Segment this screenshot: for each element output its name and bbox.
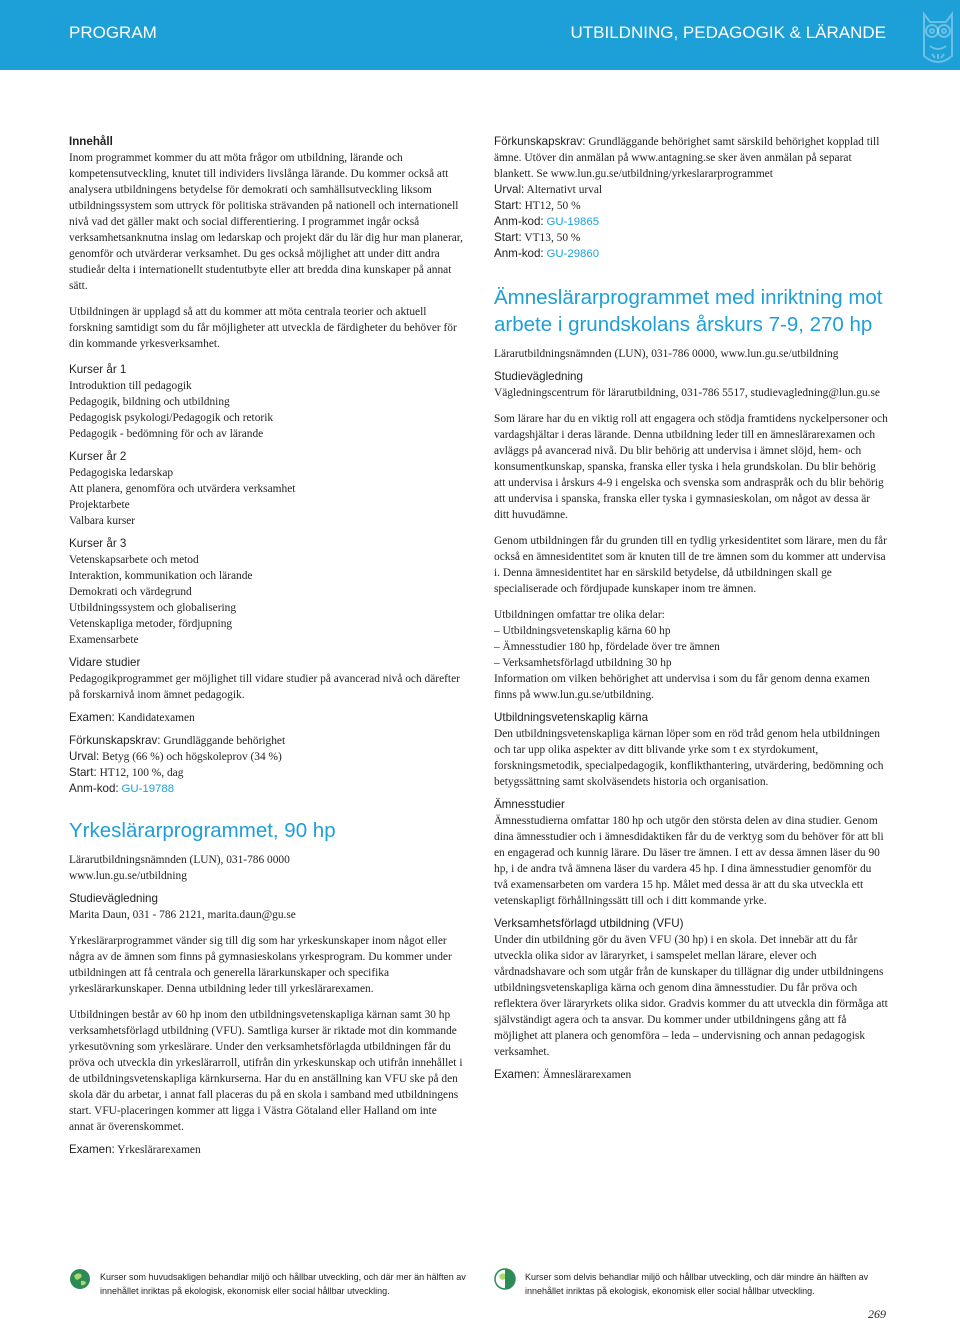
amnesstudier-heading: Ämnesstudier bbox=[494, 798, 565, 811]
anm-kod-value: GU-29860 bbox=[546, 248, 600, 260]
amneslarar-text-2: Genom utbildningen får du grunden till en tydlig yrkesidentitet som lärare, men du får också en ämnesidentitet som är knuten till de tre ämnen som du kommer att undervisa i. Denna ämnesidentitet har en särskild betydelse, då utbildningen skall ge specialiserade och fördjupade kunskaper inom tre ämnen. bbox=[494, 535, 887, 595]
urval-label: Urval: bbox=[69, 750, 100, 763]
list-item: – Utbildningsvetenskaplig kärna 60 hp bbox=[494, 625, 671, 637]
studievagledning-contact: Marita Daun, 031 - 786 2121, marita.daun@gu.se bbox=[69, 909, 296, 921]
left-column bbox=[69, 134, 463, 1158]
footer-legend-partial-text: Kurser som delvis behandlar miljö och hållbar utveckling, och där mindre än hälften av innehållet inriktas på ekologisk, ekonomisk eller social hållbar utveckling. bbox=[525, 1272, 869, 1296]
full-sustainability-globe-icon bbox=[69, 1268, 91, 1290]
partial-sustainability-globe-icon bbox=[494, 1268, 516, 1290]
delar-list bbox=[494, 623, 888, 671]
vfu-heading: Verksamhetsförlagd utbildning (VFU) bbox=[494, 917, 684, 930]
karna-text: Den utbildningsvetenskapliga kärnan löper som en röd tråd genom hela utbildningen och tar upp olika aspekter av ditt blivande yrke som t ex styrdokument, forskningsmetodik, specialpedagogik, konflikthantering, utvärdering, bedömning och betygssättning samt skolväsendets historia och organisation. bbox=[494, 728, 884, 788]
start-label: Start: bbox=[494, 231, 522, 244]
urval-value: Betyg (66 %) och högskoleprov (34 %) bbox=[102, 751, 282, 763]
list-item: – Ämnesstudier 180 hp, fördelade över tre ämnen bbox=[494, 641, 720, 653]
anm-kod-label: Anm-kod: bbox=[69, 782, 119, 795]
start-label: Start: bbox=[494, 199, 522, 212]
page-number: 269 bbox=[868, 1307, 886, 1321]
studievagledning-heading: Studievägledning bbox=[494, 370, 583, 383]
owl-icon bbox=[918, 4, 958, 70]
kurser-ar1-list bbox=[69, 378, 463, 442]
start-value: HT12, 100 %, dag bbox=[99, 767, 184, 779]
kurser-ar2-heading: Kurser år 2 bbox=[69, 450, 127, 463]
kurser-ar3-list bbox=[69, 552, 463, 648]
list-item: Projektarbete bbox=[69, 499, 130, 511]
list-item: Examensarbete bbox=[69, 634, 139, 646]
yrkeslarar-org: Lärarutbildningsnämnden (LUN), 031-786 0000 bbox=[69, 854, 290, 866]
start-value: HT12, 50 % bbox=[524, 200, 581, 212]
forkunskapskrav-label: Förkunskapskrav: bbox=[69, 734, 161, 747]
forkunskapskrav-label: Förkunskapskrav: bbox=[494, 135, 586, 148]
vidare-studier-heading: Vidare studier bbox=[69, 656, 141, 669]
start-value: VT13, 50 % bbox=[524, 232, 581, 244]
amnesstudier-text: Ämnesstudierna omfattar 180 hp och utgör den största delen av dina studier. Genom dina ämnesstudier och i ämnesdidaktiken får du de verktyg som du behöver för att bli en engagerad och kunnig lärare. Du läser tre ämnen. I ett av dessa ämnen läser du 90 hp, i de andra två ämnena läser du vardera 45 hp. I dina ämnesstudier genomför du två examensarbeten om vardera 15 hp. Målet med dessa är att du ska utveckla ett vetenskapligt förhållningssätt till och i ditt kommande yrke. bbox=[494, 815, 884, 907]
yrkeslarar-examen-value: Yrkeslärarexamen bbox=[117, 1144, 201, 1156]
delar-intro: Utbildningen omfattar tre olika delar: bbox=[494, 609, 665, 621]
anm-kod-value: GU-19788 bbox=[121, 783, 175, 795]
footer-legend-full-text: Kurser som huvudsakligen behandlar miljö och hållbar utveckling, och där mer än hälften av innehållet inriktas på ekologisk, ekonomisk eller social hållbar utveckling. bbox=[100, 1272, 466, 1296]
category-label: UTBILDNING, PEDAGOGIK & LÄRANDE bbox=[570, 23, 886, 42]
examen-label: Examen: bbox=[69, 711, 115, 724]
list-item: Vetenskapsarbete och metod bbox=[69, 554, 199, 566]
karna-heading: Utbildningsvetenskaplig kärna bbox=[494, 711, 649, 724]
list-item: Pedagogik, bildning och utbildning bbox=[69, 396, 230, 408]
kurser-ar3-heading: Kurser år 3 bbox=[69, 537, 127, 550]
list-item: Interaktion, kommunikation och lärande bbox=[69, 570, 253, 582]
list-item: Utbildningssystem och globalisering bbox=[69, 602, 237, 614]
list-item: Pedagogisk psykologi/Pedagogik och retorik bbox=[69, 412, 274, 424]
anm-kod-label: Anm-kod: bbox=[494, 215, 544, 228]
studievagledning-contact: Vägledningscentrum för lärarutbildning, 031-786 5517, studievagledning@lun.gu.se bbox=[494, 387, 880, 399]
examen-value: Kandidatexamen bbox=[117, 712, 195, 724]
list-item: Vetenskapliga metoder, fördjupning bbox=[69, 618, 233, 630]
upplagd-text: Utbildningen är upplagd så att du kommer att möta centrala teorier och aktuell forskning samtidigt som du får möjligheter att utveckla de färdigheter du behöver för din kommande yrkesverksamhet. bbox=[69, 306, 457, 350]
list-item: Valbara kurser bbox=[69, 515, 136, 527]
page-header bbox=[0, 0, 960, 70]
amneslarar-title: Ämneslärarprogrammet med inriktning mot arbete i grundskolans årskurs 7-9, 270 hp bbox=[494, 286, 883, 336]
list-item: Introduktion till pedagogik bbox=[69, 380, 192, 392]
forkunskapskrav-value: Grundläggande behörighet samt särskild behörighet kopplad till ämne. Utöver din anmälan på www.antagning.se sker även anmälan på separat blankett. Se www.lun.gu.se/utbildning/yrkeslararprogrammet bbox=[494, 136, 880, 180]
vfu-text: Under din utbildning gör du även VFU (30 hp) i en skola. Det innebär att du får utveckla olika sidor av läraryrket, i samspelet mellan lärare, elever och vårdnadshavare och som utgår från de kunskaper du tillägnar dig under utbildningens utbildningsvetenskapliga kärna och genom dina ämnesstudier. Du får pröva och reflektera över läraryrkets olika sidor. Gradvis kommer du att utveckla din förmåga att självständigt agera och ta ansvar. Du kommer under utbildningens gång att få möjlighet att planera och genomföra – leda – undervisning och annan pedagogisk verksamhet. bbox=[494, 934, 888, 1058]
vidare-studier-text: Pedagogikprogrammet ger möjlighet till vidare studier på avancerad nivå och därefter på forskarnivå inom ämnet pedagogik. bbox=[69, 673, 460, 701]
delar-info: Information om vilken behörighet att undervisa i som du får genom denna examen finns på www.lun.gu.se/utbildning. bbox=[494, 673, 870, 701]
urval-value: Alternativt urval bbox=[526, 184, 603, 196]
innehall-text: Inom programmet kommer du att möta frågor om utbildning, lärande och kompetensutveckling, knutet till individers livslånga lärande. Du kommer också att analysera utbildningens betydelse för demokrati och samhällsutveckling liksom utbildningssystem som uttryck för politiska strävanden på nationell och internationell nivå vad det gäller makt och social differentiering. I programmet ingår också verksamhetsanknutna inslag om ledarskap och projekt där du lär dig hur man planerar, genomför och utvärderar verksamhet. Du ges också möjlighet att under ditt andra studieår delta i internationellt studentutbyte eller att bredda dina kunskaper på annat sätt. bbox=[69, 152, 463, 292]
yrkeslarar-url[interactable]: www.lun.gu.se/utbildning bbox=[69, 870, 187, 882]
list-item: Demokrati och värdegrund bbox=[69, 586, 192, 598]
start-label: Start: bbox=[69, 766, 97, 779]
list-item: Pedagogiska ledarskap bbox=[69, 467, 174, 479]
list-item: Att planera, genomföra och utvärdera verksamhet bbox=[69, 483, 296, 495]
list-item: Pedagogik - bedömning för och av lärande bbox=[69, 428, 264, 440]
urval-label: Urval: bbox=[494, 183, 525, 196]
amneslarar-text-1: Som lärare har du en viktig roll att engagera och stödja framtidens nyckelpersoner och vardagshjältar i deras lärande. Denna utbildning leder till en ämneslärarexamen och avläggs på avancerad nivå. Du blir behörig att undervisa i ämnet slöjd, hem- och konsumentkunskap, spanska, franska eller tyska i hela grundskolan. Du blir behörig att undervisa i årskurs 4-9 i engelska och svenska som andraspråk och du blir behörig att undervisa i spanska, franska eller tyska i gymnasieskolan, om något av dessa är ditt huvudämne. bbox=[494, 413, 888, 521]
section-label: PROGRAM bbox=[69, 23, 157, 42]
innehall-heading: Innehåll bbox=[69, 135, 113, 148]
kurser-ar1-heading: Kurser år 1 bbox=[69, 363, 127, 376]
yrkeslarar-text-2: Utbildningen består av 60 hp inom den utbildningsvetenskapliga kärnan samt 30 hp verksamhetsförlagd utbildning (VFU). Samtliga kurser är riktade mot din kommande yrkesutövning som yrkeslärare. Under den verksamhetsförlagda utbildningen får du pröva och utveckla din yrkeslärarroll, utifrån din yrkeskunskap och utifrån innehållet i de utbildningsvetenskapliga kärnkurserna. Har du en anställning kan VFU ske på den skola där du arbetar, i annat fall placeras du på en skola i samband med utbildningens start. VFU-placeringen kommer att ligga i Västra Götaland eller Halland om inte annat är överenskommet. bbox=[69, 1009, 463, 1133]
yrkeslarar-title: Yrkeslärarprogrammet, 90 hp bbox=[69, 819, 336, 842]
right-column bbox=[494, 134, 888, 1083]
examen-value: Ämneslärarexamen bbox=[542, 1069, 632, 1081]
amneslarar-org: Lärarutbildningsnämnden (LUN), 031-786 0000, www.lun.gu.se/utbildning bbox=[494, 348, 839, 360]
examen-label: Examen: bbox=[494, 1068, 540, 1081]
anm-kod-label: Anm-kod: bbox=[494, 247, 544, 260]
anm-kod-value: GU-19865 bbox=[546, 216, 600, 228]
studievagledning-heading: Studievägledning bbox=[69, 892, 158, 905]
forkunskapskrav-value: Grundläggande behörighet bbox=[163, 735, 286, 747]
yrkeslarar-text-1: Yrkeslärarprogrammet vänder sig till dig som har yrkeskunskaper inom något eller några av de ämnen som finns på gymnasieskolans yrkesprogram. Du kommer under utbildningen att få centrala och generella lärarkunskaper och specifika yrkeslärarkunskaper. Denna utbildning leder till yrkeslärarexamen. bbox=[69, 935, 452, 995]
kurser-ar2-list bbox=[69, 465, 463, 529]
yrkeslarar-examen-label: Examen: bbox=[69, 1143, 115, 1156]
list-item: – Verksamhetsförlagd utbildning 30 hp bbox=[494, 657, 672, 669]
